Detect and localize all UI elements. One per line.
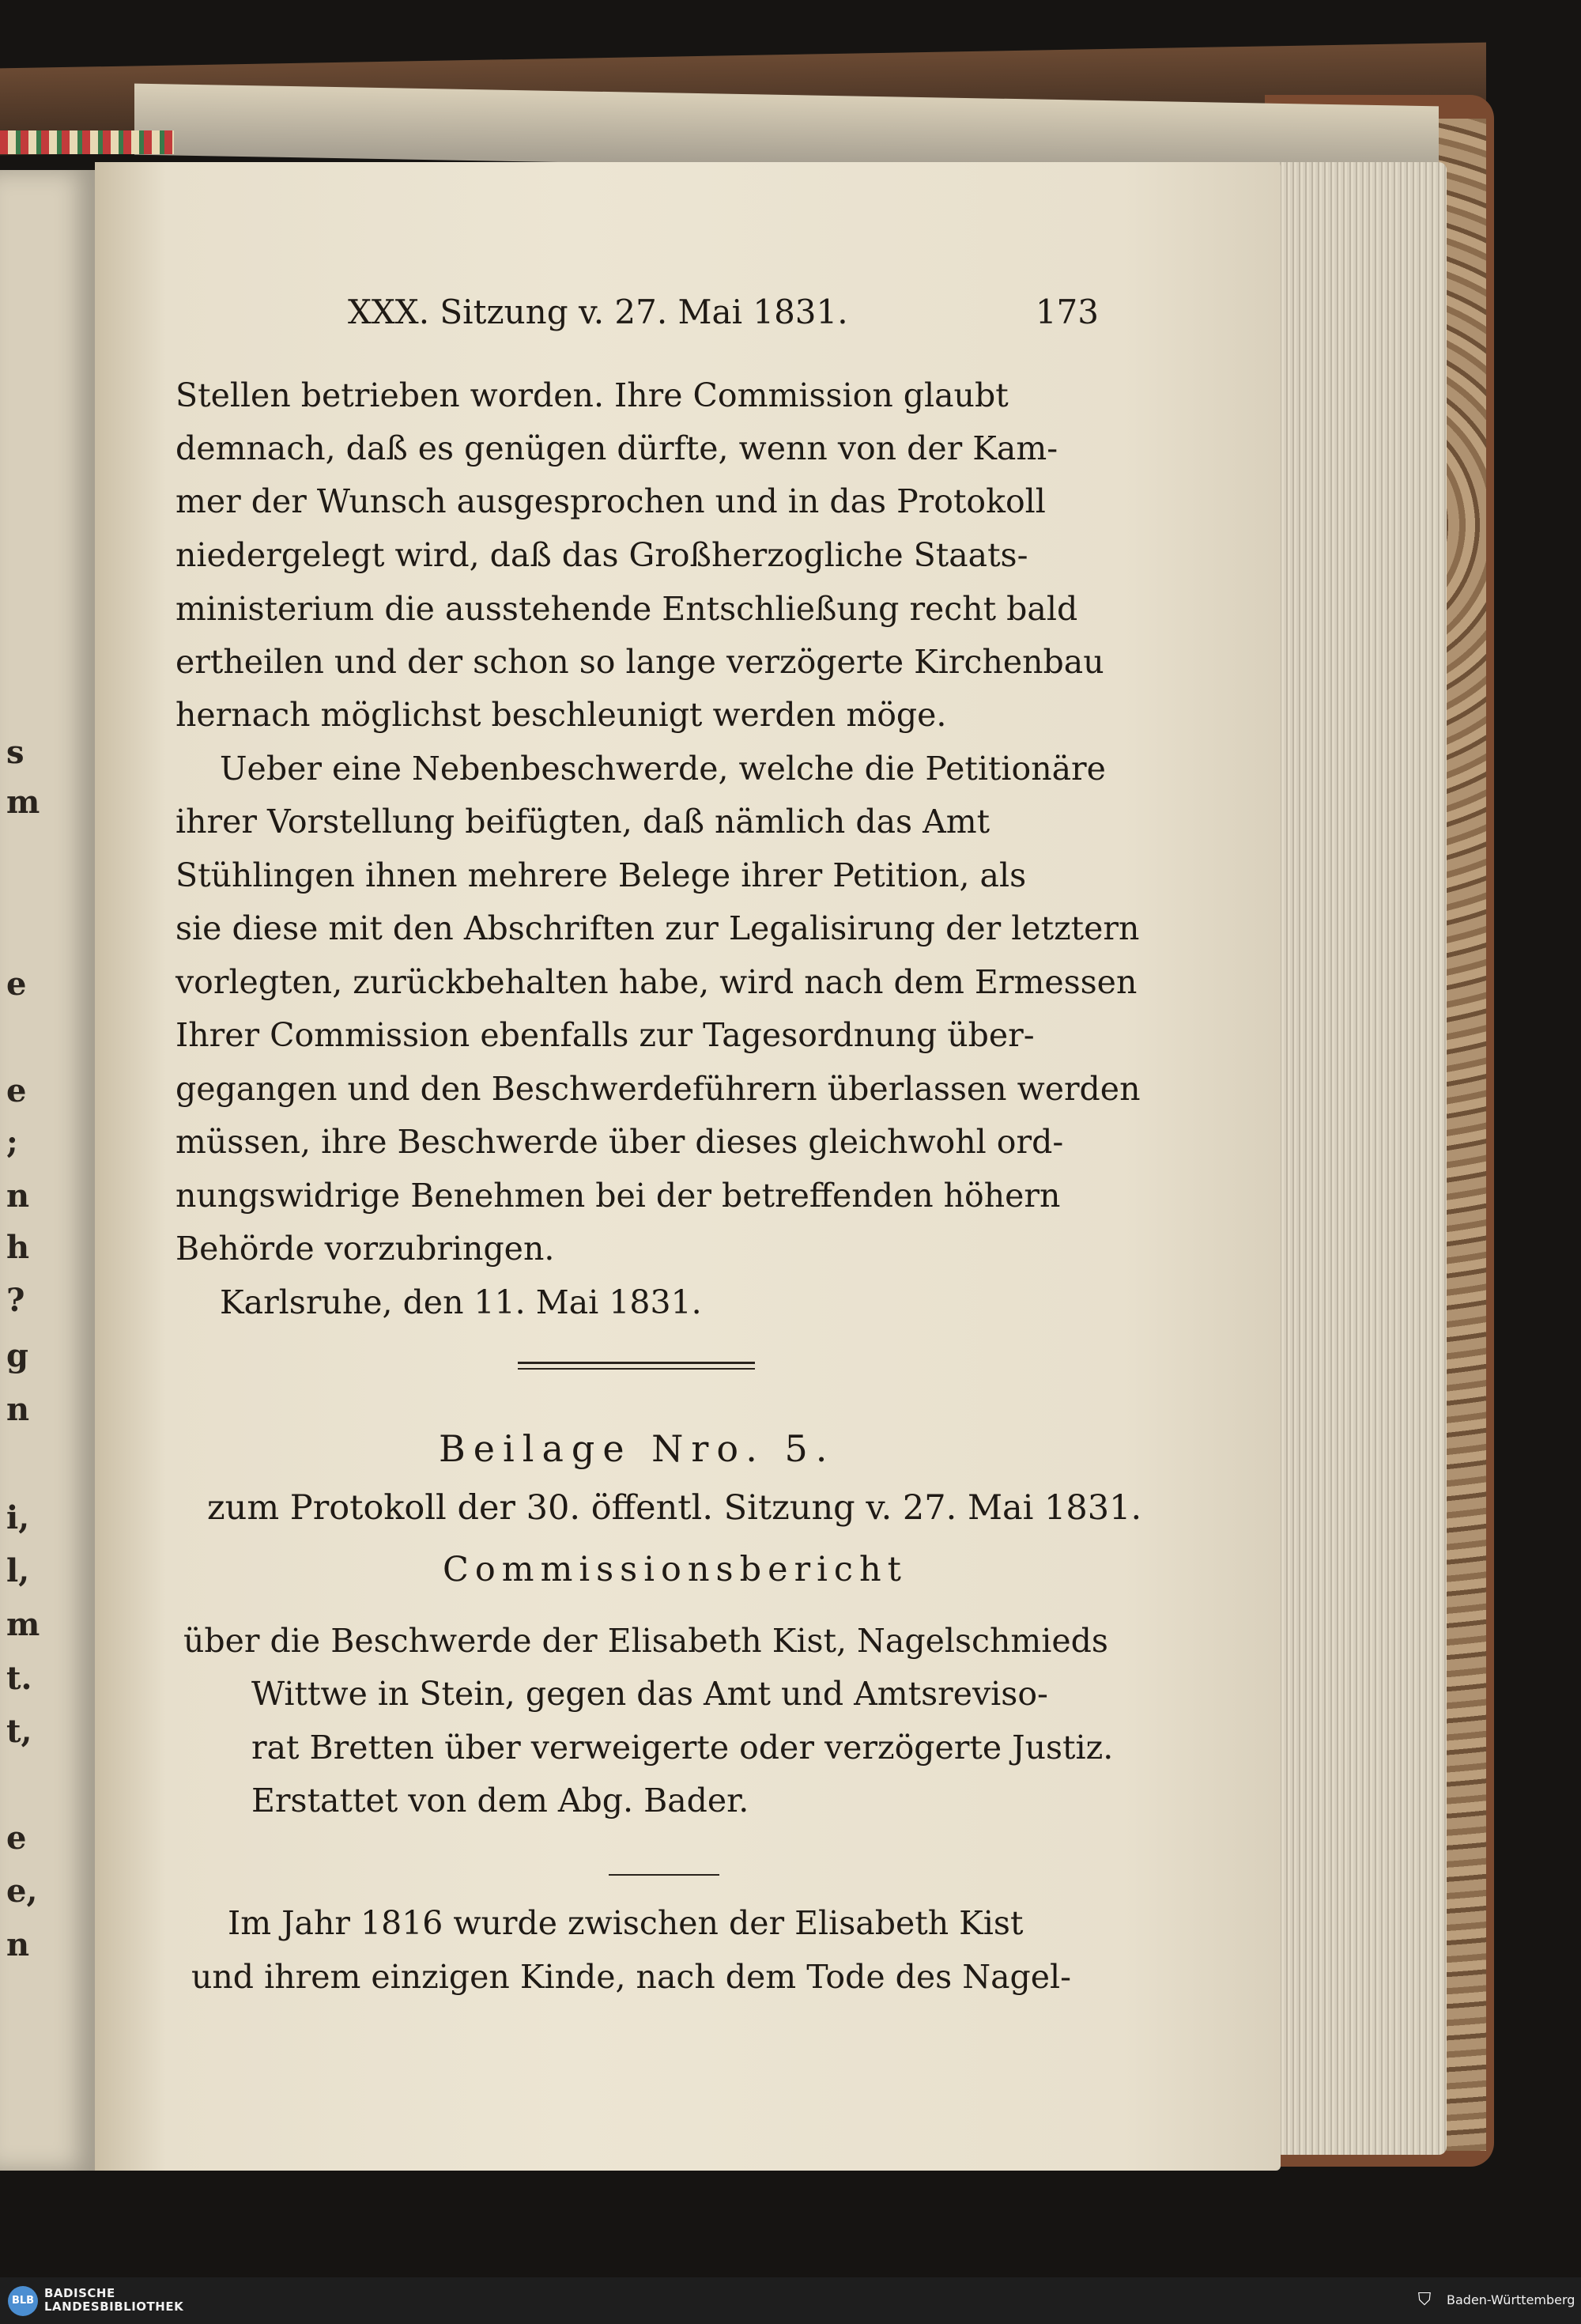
commission-heading: Commissionsbericht <box>443 1550 907 1589</box>
text-line: Ihrer Commission ebenfalls zur Tagesordnung über- <box>175 1016 1035 1054</box>
text-line: Ueber eine Nebenbeschwerde, welche die Petitionäre <box>220 750 1106 788</box>
text-line: nungswidrige Benehmen bei der betreffenden höhern <box>175 1177 1061 1215</box>
subject-line: über die Beschwerde der Elisabeth Kist, Nagelschmieds <box>183 1622 1108 1660</box>
left-page-fragment: g <box>6 1337 28 1374</box>
left-page-fragment: t, <box>6 1713 32 1750</box>
left-page-fragment: i, <box>6 1499 30 1536</box>
divider-double <box>518 1362 755 1364</box>
footer-bar <box>0 2277 1581 2324</box>
text-line: und ihrem einzigen Kinde, nach dem Tode des Nagel- <box>191 1958 1071 1996</box>
text-line: Behörde vorzubringen. <box>175 1230 555 1268</box>
library-name-line2: LANDESBIBLIOTHEK <box>44 2299 184 2314</box>
text-line: niedergelegt wird, daß das Großherzogliche Staats- <box>175 536 1028 574</box>
headband <box>0 130 174 154</box>
text-line: müssen, ihre Beschwerde über dieses gleichwohl ord- <box>175 1123 1064 1161</box>
divider-short <box>609 1874 719 1876</box>
text-line: Im Jahr 1816 wurde zwischen der Elisabeth Kist <box>228 1904 1024 1942</box>
running-title: XXX. Sitzung v. 27. Mai 1831. <box>348 293 848 331</box>
running-header <box>348 293 1099 332</box>
left-page-fragment: l, <box>6 1552 30 1589</box>
divider-double-lower <box>518 1368 755 1370</box>
left-page <box>0 170 95 2171</box>
text-line: ihrer Vorstellung beifügten, daß nämlich das Amt <box>175 803 990 841</box>
left-page-fragment: m <box>6 1606 40 1643</box>
signature-line: Karlsruhe, den 11. Mai 1831. <box>220 1283 702 1321</box>
left-page-fragment: e <box>6 1072 27 1109</box>
beilage-title: Beilage Nro. 5. <box>439 1427 836 1470</box>
text-line: gegangen und den Beschwerdeführern überlassen werden <box>175 1070 1141 1108</box>
left-page-fragment: m <box>6 784 40 821</box>
subject-line: Erstattet von dem Abg. Bader. <box>251 1782 749 1820</box>
text-line: Stellen betrieben worden. Ihre Commission glaubt <box>175 376 1009 414</box>
subject-line: rat Bretten über verweigerte oder verzögerte Justiz. <box>251 1729 1114 1767</box>
subject-line: Wittwe in Stein, gegen das Amt und Amtsreviso- <box>251 1675 1048 1713</box>
coat-of-arms-icon: ⛉ <box>1417 2290 1432 2310</box>
page-stack-edge <box>1265 162 1447 2155</box>
text-line: mer der Wunsch ausgesprochen und in das Protokoll <box>175 482 1046 520</box>
library-name <box>44 2287 183 2314</box>
text-line: sie diese mit den Abschriften zur Legalisirung der letztern <box>175 909 1140 947</box>
left-page-fragment: ? <box>6 1282 25 1319</box>
left-page-fragment: h <box>6 1229 30 1266</box>
left-page-fragment: n <box>6 1391 30 1428</box>
beilage-subtitle: zum Protokoll der 30. öffentl. Sitzung v. 27. Mai 1831. <box>207 1488 1142 1528</box>
text-line: ministerium die ausstehende Entschließung recht bald <box>175 590 1078 628</box>
text-line: hernach möglichst beschleunigt werden möge. <box>175 696 947 734</box>
text-line: vorlegten, zurückbehalten habe, wird nach dem Ermessen <box>175 963 1138 1001</box>
text-line: ertheilen und der schon so lange verzögerte Kirchenbau <box>175 643 1104 681</box>
left-page-fragment: e <box>6 1820 27 1857</box>
library-name-line1: BADISCHE <box>44 2286 115 2300</box>
left-page-fragment: s <box>6 734 25 771</box>
text-line: Stühlingen ihnen mehrere Belege ihrer Petition, als <box>175 856 1027 894</box>
left-page-fragment: t. <box>6 1660 32 1697</box>
text-line: demnach, daß es genügen dürfte, wenn von der Kam- <box>175 429 1058 467</box>
page-number: 173 <box>1035 293 1099 331</box>
left-page-fragment: e <box>6 965 27 1003</box>
state-name[interactable]: Baden-Württemberg <box>1447 2292 1575 2307</box>
left-page-fragment: e, <box>6 1872 38 1910</box>
left-page-fragment: n <box>6 1177 30 1215</box>
left-page-fragment: ; <box>6 1124 18 1161</box>
left-page-fragment: n <box>6 1926 30 1963</box>
blb-logo-icon[interactable]: BLB <box>8 2286 38 2316</box>
